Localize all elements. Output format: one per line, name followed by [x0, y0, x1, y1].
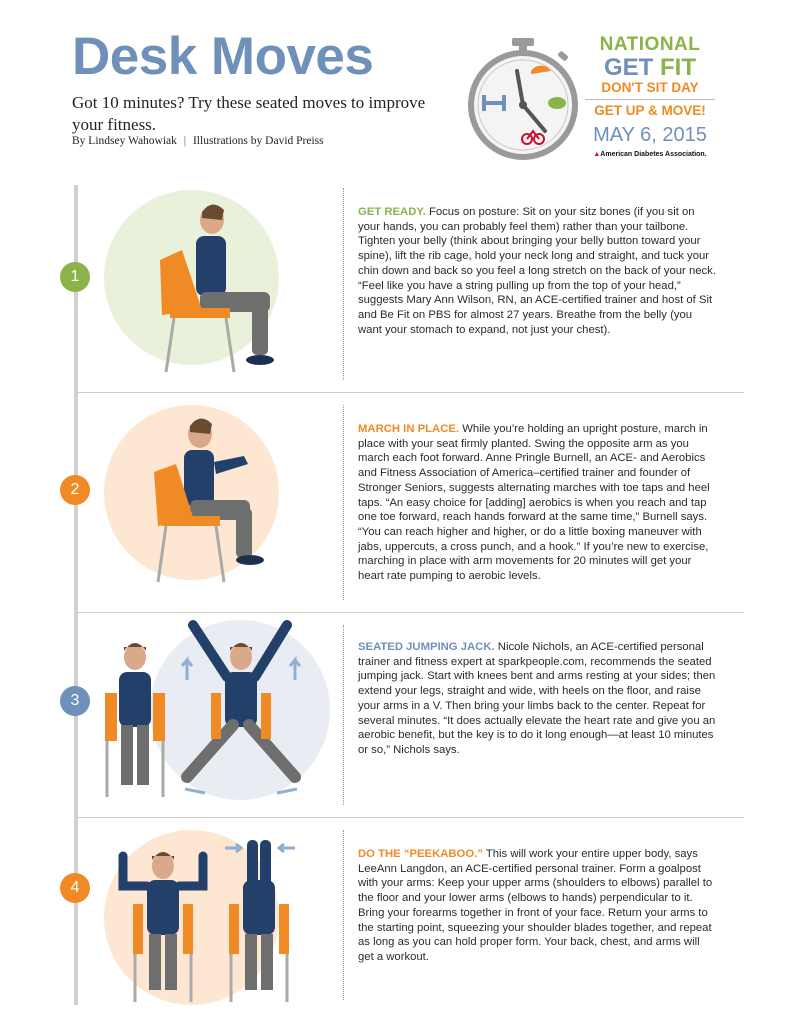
step-number-4: 4	[60, 873, 90, 903]
illustrator: Illustrations by David Preiss	[192, 135, 324, 147]
subtitle: Got 10 minutes? Try these seated moves to improve your fitness.	[72, 93, 426, 134]
seated-posture-figure-icon	[140, 200, 280, 375]
section-divider	[74, 392, 744, 393]
step-number-1: 1	[60, 262, 90, 292]
step-text-4	[358, 847, 718, 965]
step-text-3	[358, 640, 718, 758]
step-body-3: Nicole Nichols, an ACE-certified personal trainer and fitness expert at sparkpeople.com, recommends the seated jumping jack. Start with knees bent and arms resting at your sides; then extend your legs, straight and wide, with heels on the floor, and raise your arms in a V. Then bring your limbs back to the center. Repeat for several minutes. “It does actually elevate the heart rate and give you an aerobic benefit, but the key is to do it long enough—at least 10 minutes or so,” Nichols says.	[358, 641, 716, 756]
step-text-2	[358, 422, 718, 584]
seated-jumping-jack-figure-icon	[95, 615, 335, 805]
section-divider	[74, 612, 744, 613]
step-number-2: 2	[60, 475, 90, 505]
step-body-2: While you’re holding an upright posture, march in place with your seat firmly planted. Swing the opposite arm as you march each foot forward. Anne Pringle Burnell, an ACE- and Aerobics and Fitness Association of America–certified trainer and founder of Stronger Seniors, suggests alternating marches with toe taps and heel taps. “An easy choice for [adding] aerobics is when you reach and tap one toe forward, reach hands forward at the same time,” Burnell says. “You can reach higher and higher, or do a little boxing maneuver with jabs, uppercuts, a cross punch, and a hook.” If you’re new to exercise, marching in place with arm movements for 20 minutes will get your heart rate pumping to aerobic levels.	[358, 423, 710, 583]
column-divider	[343, 405, 344, 600]
peekaboo-figure-icon	[105, 830, 315, 1005]
step-number-3: 3	[60, 686, 90, 716]
page-title: Desk Moves	[72, 27, 374, 86]
stopwatch-icon	[465, 35, 580, 160]
step-lead-1: GET READY.	[358, 206, 426, 218]
step-lead-3: SEATED JUMPING JACK.	[358, 641, 495, 653]
byline	[72, 135, 324, 147]
event-date: MAY 6, 2015	[593, 124, 707, 146]
event-fit: FIT	[660, 54, 696, 81]
march-in-place-figure-icon	[140, 412, 280, 587]
step-body-4: This will work your entire upper body, says LeeAnn Langdon, an ACE-certified personal trainer. Form a goalpost with your arms: Keep your upper arms (shoulders to elbows) parallel to the floor and your lower arms (elbows to hands) perpendicular to it. Bring your forearms together in front of your face. Return your arms to the starting point, squeezing your shoulder blades together, and repeat as long as you can hold proper form. Your back, chest, and arms will get a workout.	[358, 848, 713, 963]
event-national: NATIONAL	[599, 34, 701, 55]
event-get-up: GET UP & MOVE!	[585, 99, 715, 119]
byline-separator: |	[183, 135, 187, 147]
ada-triangle-icon: ▲	[593, 151, 601, 158]
step-text-1	[358, 205, 718, 337]
step-lead-2: MARCH IN PLACE.	[358, 423, 460, 435]
column-divider	[343, 830, 344, 1000]
section-divider	[74, 817, 744, 818]
event-dont-sit: DON'T SIT DAY	[601, 80, 699, 95]
author: By Lindsey Wahowiak	[72, 135, 177, 147]
ada-logo	[585, 151, 715, 158]
event-get-fit	[585, 55, 715, 80]
event-logo	[585, 35, 715, 158]
step-lead-4: DO THE “PEEKABOO.”	[358, 848, 483, 860]
step-body-1: Focus on posture: Sit on your sitz bones (if you sit on your hands, you can probably feel them) rather than your tailbone. Tighten your belly (think about bringing your belly button toward your spine), lift the rib cage, hold your neck long and straight, and tuck your chin down and back so you feel a long stretch on the back of your neck. “Feel like you have a string pulling up from the top of your head,” suggests Mary Ann Wilson, RN, an ACE-certified trainer and host of Sit and Be Fit on PBS for almost 27 years. Breathe from the belly (you want your stomach to expand, not just your chest).	[358, 206, 716, 336]
column-divider	[343, 625, 344, 805]
ada-name: American Diabetes Association.	[600, 151, 707, 158]
event-get: GET	[603, 54, 654, 81]
column-divider	[343, 188, 344, 380]
